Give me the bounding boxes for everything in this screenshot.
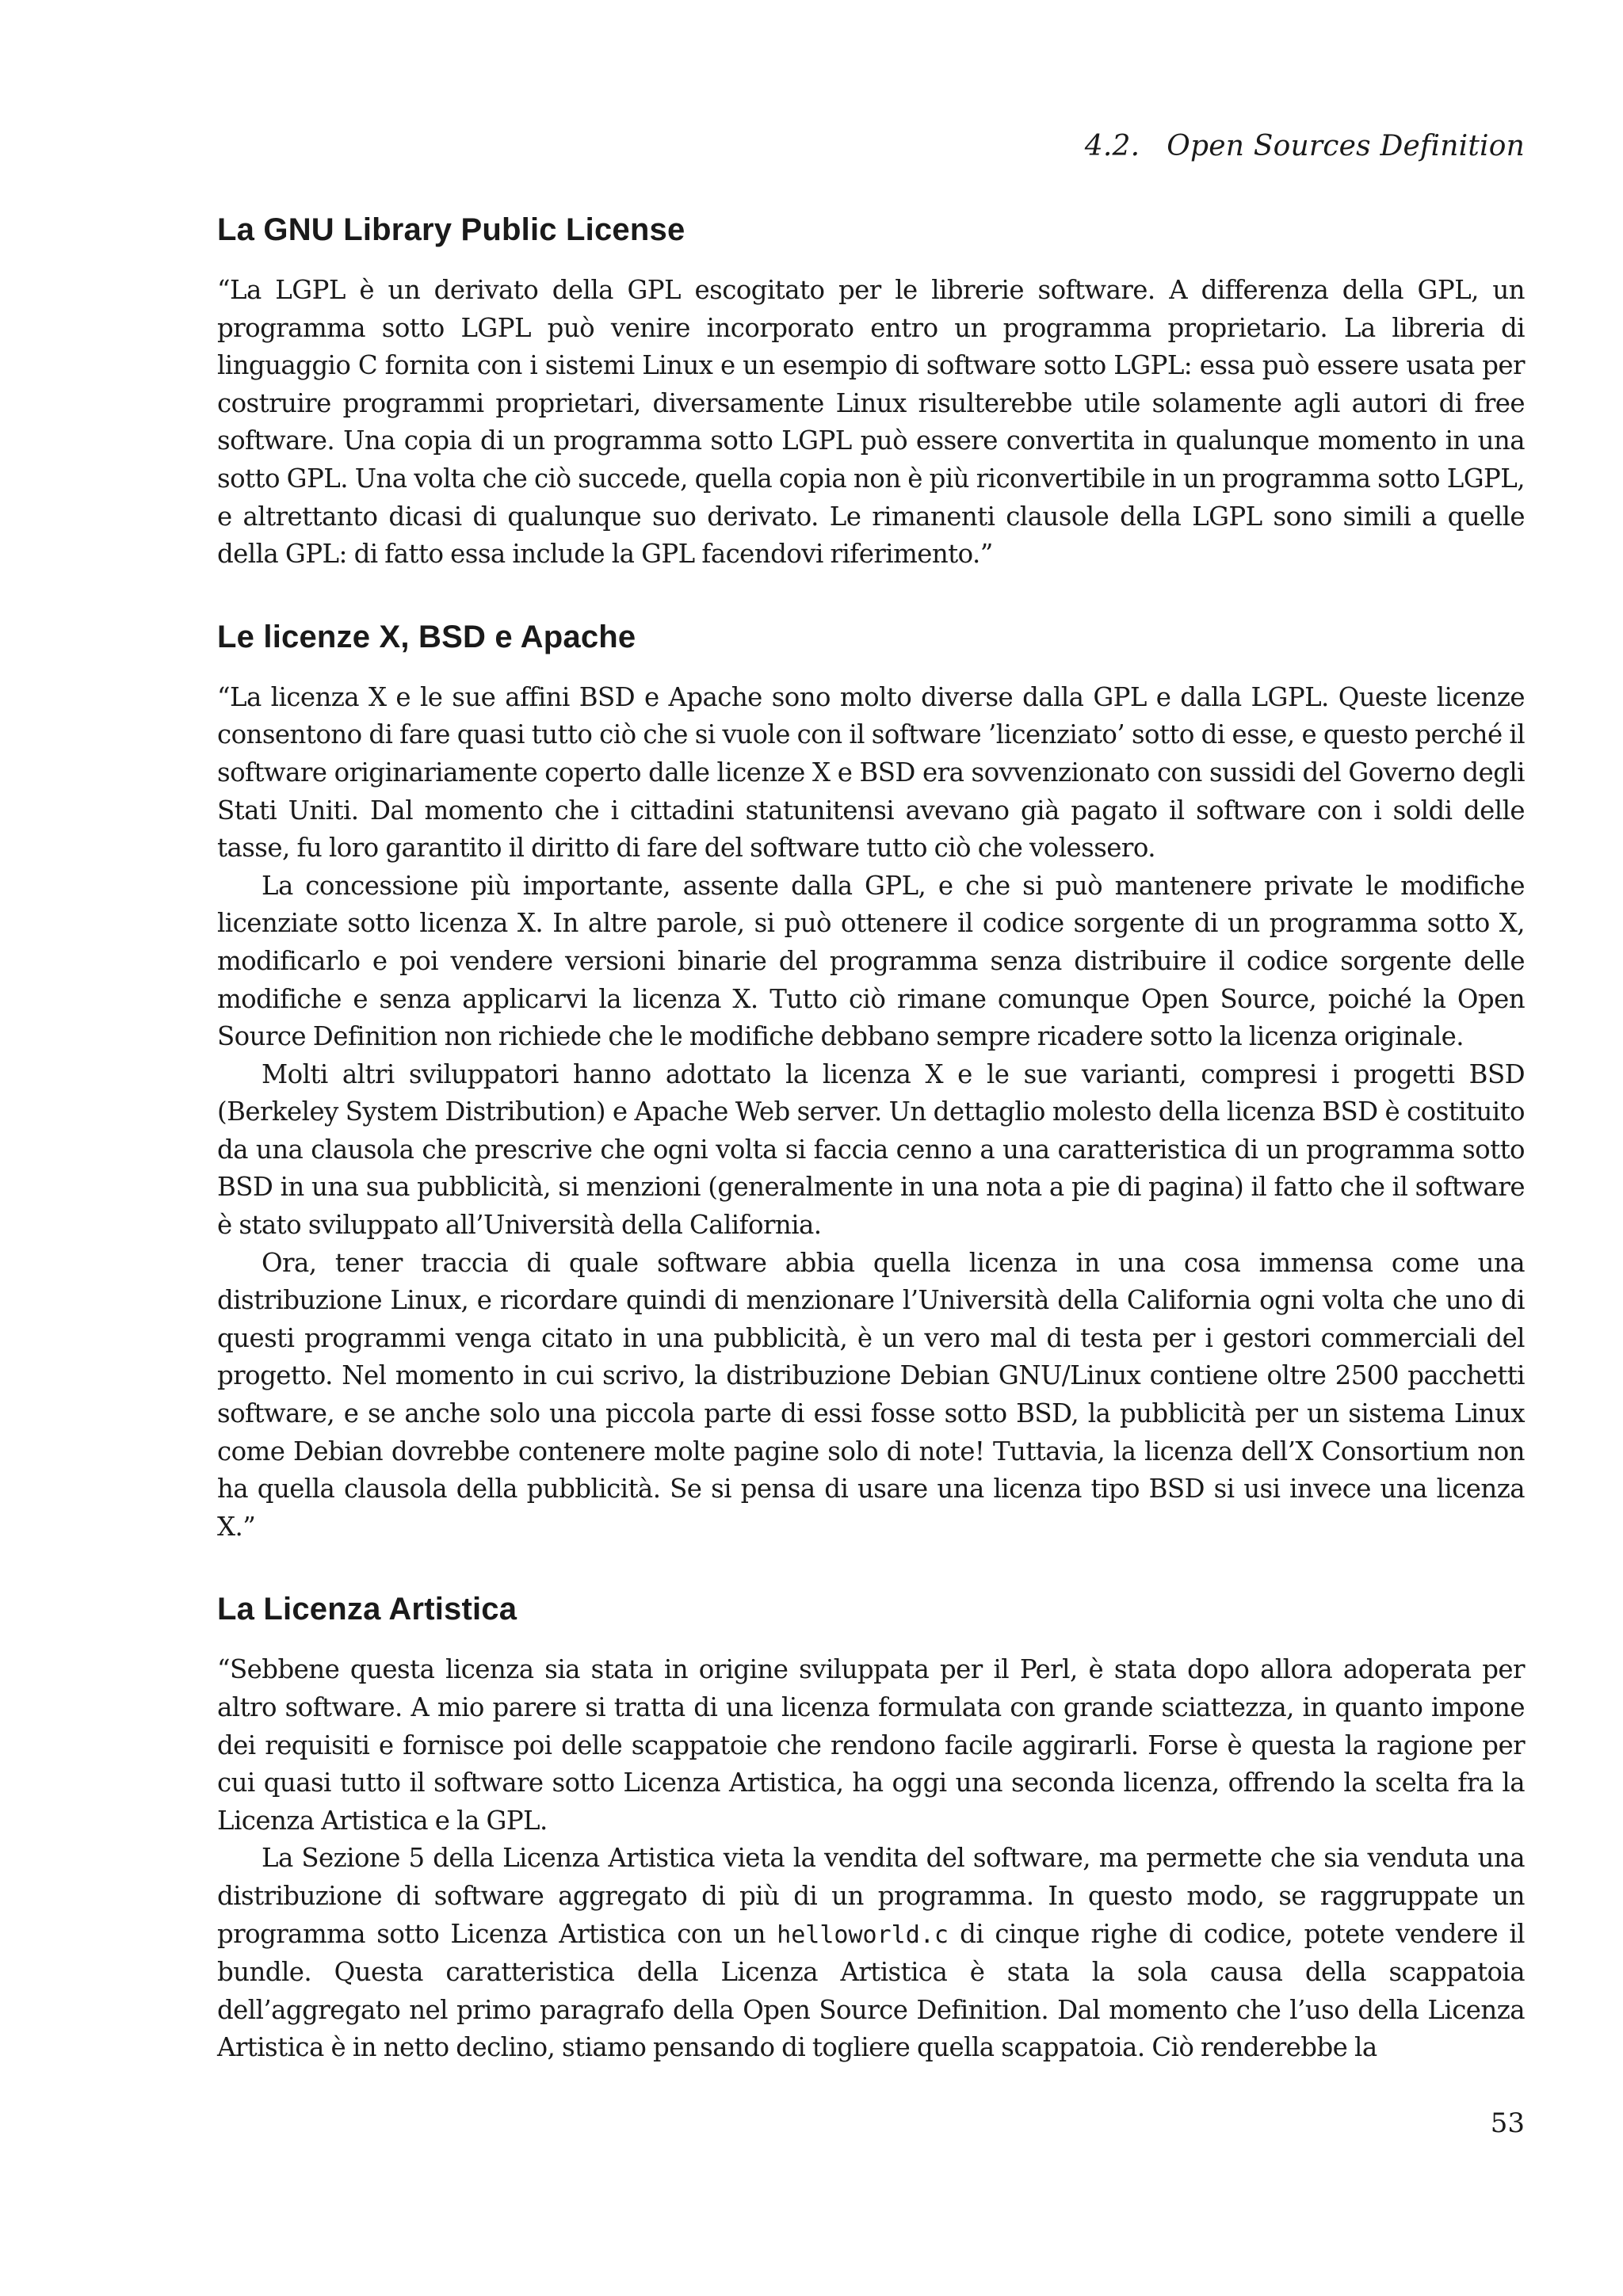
paragraph-lgpl: “La LGPL è un derivato della GPL escogitato per le librerie software. A differenza della GPL, un programma sotto LGPL può venire incorporato entro un programma proprietario. La libreria di linguaggio C fornita con i sistemi Linux e un esempio di software sotto LGPL: essa può essere usata per costruire programmi proprietari, diversamente Linux risulterebbe utile solamente agli autori di free software. Una copia di un programma sotto LGPL può essere convertita in qualunque momento in una sotto GPL. Una volta che ciò succede, quella copia non è più riconvertibile in un programma sotto LGPL, e altrettanto dicasi di qualunque suo derivato. Le rimanenti clausole della LGPL sono simili a quelle della GPL: di fatto essa include la GPL facendovi riferimento.” <box>217 275 1525 570</box>
page-number: 53 <box>1490 2107 1525 2139</box>
paragraph-text-before-code: La Sezione 5 della Licenza Artistica vieta la vendita del software, ma permette che sia venduta una distribuzione di software aggregato di più di un programma. In questo modo, se raggruppate un programma sotto Licenza Artistica con un <box>217 1843 1525 1949</box>
paragraph-x-license-concession: La concessione più importante, assente dalla GPL, e che si può mantenere private le modifiche licenziate sotto licenza X. In altre parole, si può ottenere il codice sorgente di un programma sotto X, modificarlo e poi vendere versioni binarie del programma senza distribuire il codice sorgente delle modifiche e senza applicarvi la licenza X. Tutto ciò rimane comunque Open Source, poiché la Open Source Definition non richiede che le modifiche debbano sempre ricadere sotto la licenza originale. <box>217 870 1525 1052</box>
paragraph-artistic-intro: “Sebbene questa licenza sia stata in origine sviluppata per il Perl, è stata dopo allora adoperata per altro software. A mio parere si tratta di una licenza formulata con grande sciattezza, in quanto impone dei requisiti e fornisce poi delle scappatoie che rendono facile aggirarli. Forse è questa la ragione per cui quasi tutto il software sotto Licenza Artistica, ha oggi una seconda licenza, offrendo la scelta fra la Licenza Artistica e la GPL. <box>217 1654 1525 1836</box>
paragraph-text-after-code: di cinque righe di codice, potete vendere il bundle. Questa caratteristica della Licenza Artistica è stata la sola causa della scappatoia dell’aggregato nel primo paragrafo della Open Source Definition. Dal momento che l’uso della Licenza Artistica è in netto declino, stiamo pensando di togliere quella scappatoia. Ciò renderebbe la <box>217 1918 1525 2063</box>
heading-artistic-license: La Licenza Artistica <box>217 1592 517 1627</box>
paragraph-bsd-advertising: Ora, tener traccia di quale software abbia quella licenza in una cosa immensa come una distribuzione Linux, e ricordare quindi di menzionare l’Università della California ogni volta che uno di questi programmi venga citato in una pubblicità, è un vero mal di testa per i gestori commerciali del progetto. Nel momento in cui scrivo, la distribuzione Debian GNU/Linux contiene oltre 2500 pacchetti software, e se anche solo una piccola parte di essi fosse sotto BSD, la pubblicità per un sistema Linux come Debian dovrebbe contenere molte pagine solo di note! Tuttavia, la licenza dell’X Consortium non ha quella clausola della pubblicità. Se si pensa di usare una licenza tipo BSD si usi invece una licenza X.” <box>217 1247 1525 1542</box>
main-text <box>217 212 1525 2067</box>
heading-x-bsd-apache: Le licenze X, BSD e Apache <box>217 619 636 654</box>
inline-code-filename: helloworld.c <box>777 1920 949 1949</box>
running-header-section-number: 4.2. <box>1084 130 1140 162</box>
paragraph-bsd-clause: Molti altri sviluppatori hanno adottato la licenza X e le sue varianti, compresi i progetti BSD (Berkeley System Distribution) e Apache Web server. Un dettaglio molesto della licenza BSD è costituito da una clausola che prescrive che ogni volta si faccia cenno a una caratteristica di un programma sotto BSD in una sua pubblicità, si menzioni (generalmente in una nota a pie di pagina) il fatto che il software è stato sviluppato all’Università della California. <box>217 1058 1525 1241</box>
paragraph-x-license-intro: “La licenza X e le sue affini BSD e Apache sono molto diverse dalla GPL e dalla LGPL. Queste licenze consentono di fare quasi tutto ciò che si vuole con il software ’licenziato’ sotto di esse, e questo perché il software originariamente coperto dalle licenze X e BSD era sovvenzionato con sussidi del Governo degli Stati Uniti. Dal momento che i cittadini statunitensi avevano già pagato il software con i soldi delle tasse, fu loro garantito il diritto di fare del software tutto ciò che volessero. <box>217 681 1525 864</box>
running-header-section-title: Open Sources Definition <box>1167 130 1525 162</box>
heading-gnu-lgpl: La GNU Library Public License <box>217 212 685 247</box>
running-header <box>1085 130 1525 162</box>
paragraph-artistic-section5 <box>217 1840 1525 2067</box>
